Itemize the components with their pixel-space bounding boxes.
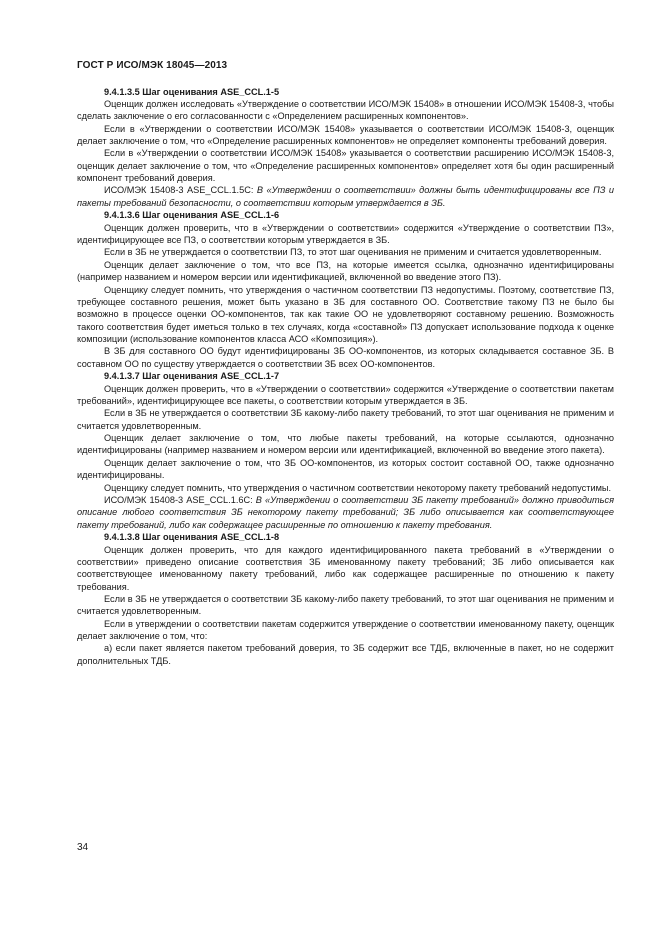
paragraph: Оценщик делает заключение о том, что все ПЗ, на которые имеется ссылка, однозначно идентифицированы (например названием и номером версии или идентификацией, включенной во введение этого ПЗ). [77,259,614,283]
requirement-paragraph [77,184,614,209]
requirement-ref: ИСО/МЭК 15408-3 ASE_CCL.1.6C: [104,494,256,505]
document-header: ГОСТ Р ИСО/МЭК 18045—2013 [77,60,228,71]
paragraph: Оценщик должен проверить, что в «Утверждении о соответствии» содержится «Утверждение о соответствии пакетам требований», идентифицирующее все пакеты, о соответствии которым утверждается в ЗБ. [77,383,614,407]
paragraph: Если в ЗБ не утверждается о соответствии ЗБ какому-либо пакету требований, то этот шаг оценивания не применим и считается удовлетворенным. [77,408,614,431]
paragraph: Если в ЗБ не утверждается о соответствии ЗБ какому-либо пакету требований, то этот шаг оценивания не применим и считается удовлетворенным. [77,594,614,617]
requirement-text: В «Утверждении о соответствии ЗБ пакету требований» должно приводиться описание любого соответствия ЗБ некоторому пакету требований; ЗБ либо описывается как соответствующее пакету требований, либо как содержащее расширенные по отношению к пакету требования. [77,494,615,530]
section-heading: 9.4.1.3.8 Шаг оценивания ASE_CCL.1-8 [104,532,280,543]
requirement-text: В «Утверждении о соответствии» должны быть идентифицированы все ПЗ и пакеты требований безопасности, о соответствии которым утверждается в ЗБ. [77,185,614,208]
paragraph: Оценщику следует помнить, что утверждения о частичном соответствии некоторому пакету требований недопустимы. [104,482,612,493]
paragraph: Если в «Утверждении о соответствии ИСО/МЭК 15408» указывается о соответствии ИСО/МЭК 15408-3, оценщик делает заключение о том, что «Определение расширенных компонентов» не определяет компоненты требований доверия. [77,123,614,146]
paragraph: Оценщику следует помнить, что утверждения о частичном соответствии ПЗ недопустимы. Поэтому, соответствие ПЗ, требующее составного решения, может быть указано в ЗБ для составного ОО. Соответствие такому ПЗ не было бы возможно в процессе оценки ОО-компонентов, так как такие ОО не удовлетворяют составному решению. Возможность такого соответствия будет иметься только в тех случаях, когда «составной» ПЗ допускает использование подхода к оценке композиции (использование компонентов класса АСО «Композиция»). [77,284,614,344]
paragraph: Оценщик должен проверить, что в «Утверждении о соответствии» содержится «Утверждение о соответствии ПЗ», идентифицирующее все ПЗ, о соответствии которым утверждается в ЗБ. [77,222,614,246]
section-heading: 9.4.1.3.5 Шаг оценивания ASE_CCL.1-5 [104,86,280,97]
document-body [77,85,614,667]
paragraph: Если в «Утверждении о соответствии ИСО/МЭК 15408» указывается о соответствии расширению ИСО/МЭК 15408-3, оценщик делает заключение о том, что «Определение расширенных компонентов» определяет хотя бы один расширенный компонент требований доверия. [77,148,614,183]
page-number: 34 [77,842,89,853]
paragraph: Оценщик делает заключение о том, что ЗБ ОО-компонентов, из которых состоит составной ОО, также однозначно идентифицированы. [77,457,614,481]
paragraph: Оценщик должен исследовать «Утверждение о соответствии ИСО/МЭК 15408» в отношении ИСО/МЭК 15408-3, чтобы сделать заключение о его согласованности с «Определением расширенных компонентов». [77,98,614,122]
list-item: а) если пакет является пакетом требований доверия, то ЗБ содержит все ТДБ, включенные в пакет, но не содержит дополнительных ТДБ. [77,643,614,666]
section-heading: 9.4.1.3.7 Шаг оценивания ASE_CCL.1-7 [104,371,280,382]
paragraph: В ЗБ для составного ОО будут идентифицированы ЗБ ОО-компонентов, из которых складывается составное ЗБ. В составном ОО по существу утверждается о соответствии ЗБ всех ОО-компонентов. [77,346,614,369]
section-heading: 9.4.1.3.6 Шаг оценивания ASE_CCL.1-6 [104,210,280,221]
paragraph: Оценщик должен проверить, что для каждого идентифицированного пакета требований в «Утверждении о соответствии» приведено описание соответствия ЗБ именованному пакету требований; ЗБ либо описывается как соответствующее именованному пакету требований, либо как содержащее расширенные по отношению к пакету требования. [77,544,614,592]
paragraph: Оценщик делает заключение о том, что любые пакеты требований, на которые ссылаются, однозначно идентифицированы (например названием и номером версии или идентификацией, включенной во введение этого пакета). [77,433,614,456]
requirement-ref: ИСО/МЭК 15408-3 ASE_CCL.1.5C: [104,185,257,196]
requirement-paragraph [77,494,614,531]
paragraph: Если в ЗБ не утверждается о соответствии ПЗ, то этот шаг оценивания не применим и считается удовлетворенным. [104,247,602,258]
paragraph: Если в утверждении о соответствии пакетам содержится утверждение о соответствии именованному пакету, оценщик делает заключение о том, что: [77,618,614,642]
